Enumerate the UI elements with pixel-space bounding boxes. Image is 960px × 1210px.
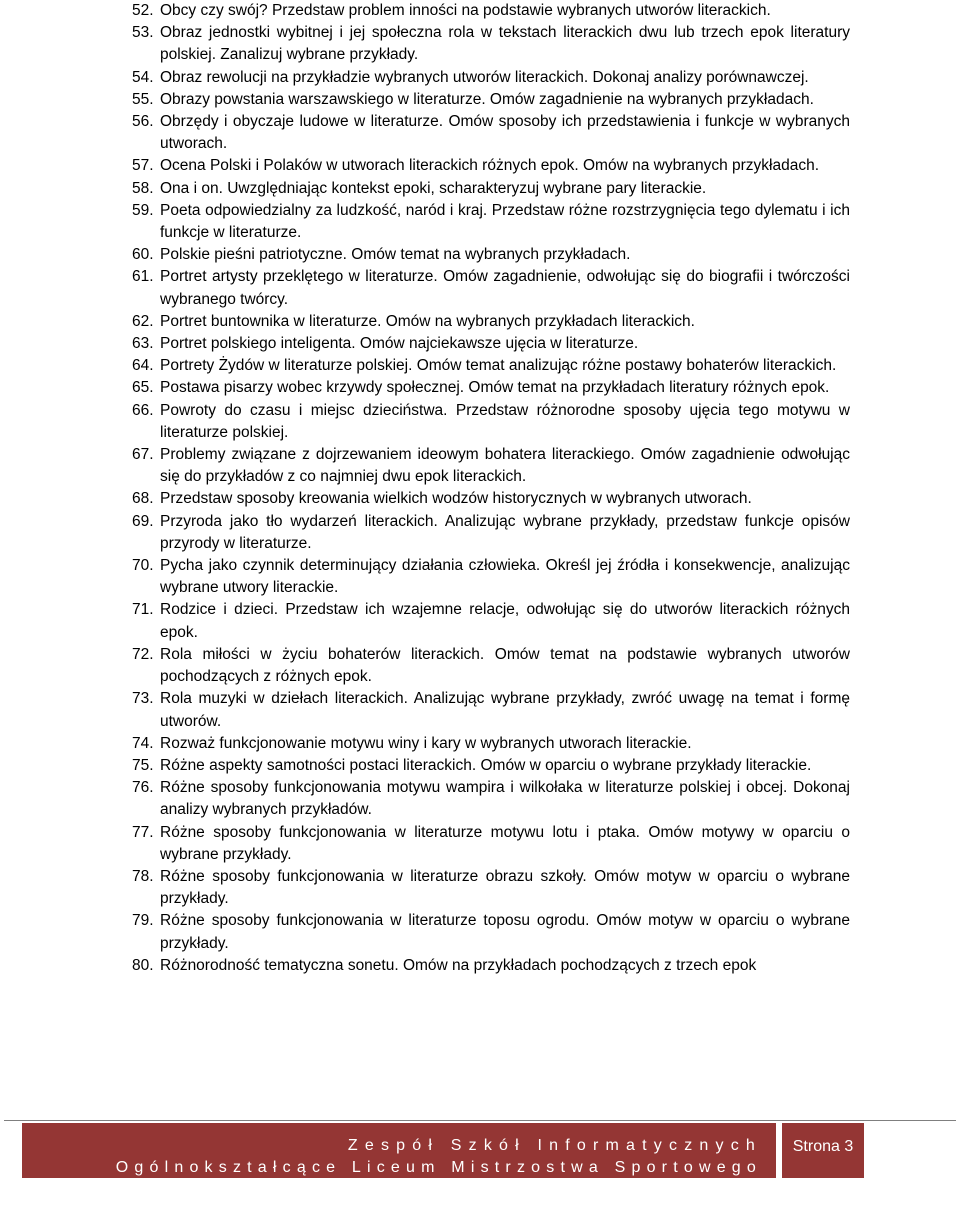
footer-school-banner: [22, 1123, 776, 1178]
topic-number: 62.: [132, 312, 154, 330]
topic-number: 57.: [132, 157, 154, 175]
topic-text: Obraz jednostki wybitnej i jej społeczna rola w tekstach literackich dwu lub trzech epok literatury polskiej. Zanalizuj wybrane przykłady.: [160, 24, 850, 64]
topic-item: [0, 866, 850, 910]
topic-text: Powroty do czasu i miejsc dzieciństwa. Przedstaw różnorodne sposoby ujęcia tego motywu w literaturze polskiej.: [160, 401, 850, 441]
topic-item: [0, 22, 850, 66]
topic-text: Portret polskiego inteligenta. Omów najciekawsze ujęcia w literaturze.: [160, 335, 639, 353]
topic-number: 80.: [132, 956, 154, 974]
topic-text: Różne sposoby funkcjonowania w literaturze toposu ogrodu. Omów motyw w oparciu o wybrane przykłady.: [160, 912, 850, 952]
topic-number: 69.: [132, 512, 154, 530]
topic-item: [0, 644, 850, 688]
topic-number: 68.: [132, 490, 154, 508]
topic-item: [0, 178, 850, 200]
topic-number: 52.: [132, 2, 154, 19]
topic-text: Różne sposoby funkcjonowania w literaturze motywu lotu i ptaka. Omów motywy w oparciu o wybrane przykłady.: [160, 823, 850, 863]
topic-item: [0, 488, 850, 510]
topic-item: [0, 89, 850, 111]
topic-text: Przedstaw sposoby kreowania wielkich wodzów historycznych w wybranych utworach.: [160, 490, 752, 508]
topic-item: [0, 599, 850, 643]
topic-item: [0, 755, 850, 777]
topic-number: 65.: [132, 379, 154, 397]
topic-number: 79.: [132, 912, 154, 930]
topic-text: Portret artysty przeklętego w literaturze. Omów zagadnienie, odwołując się do biografii i twórczości wybranego twórcy.: [160, 268, 850, 308]
topic-text: Ona i on. Uwzględniając kontekst epoki, scharakteryzuj wybrane pary literackie.: [160, 179, 707, 197]
topic-number: 75.: [132, 756, 154, 774]
topic-text: Pycha jako czynnik determinujący działania człowieka. Określ jej źródła i konsekwencje, analizując wybrane utwory literackie.: [160, 557, 850, 597]
footer-divider: [4, 1120, 956, 1121]
topic-item: [0, 200, 850, 244]
topic-text: Obrzędy i obyczaje ludowe w literaturze. Omów sposoby ich przedstawienia i funkcje w wybranych utworach.: [160, 113, 850, 153]
page-footer: [0, 1120, 960, 1180]
topic-item: [0, 400, 850, 444]
topic-number: 67.: [132, 446, 154, 464]
topic-number: 55.: [132, 90, 154, 108]
topic-text: Rodzice i dzieci. Przedstaw ich wzajemne relacje, odwołując się do utworów literackich różnych epok.: [160, 601, 850, 641]
topic-text: Obraz rewolucji na przykładzie wybranych utworów literackich. Dokonaj analizy porównawczej.: [160, 68, 809, 86]
topic-number: 58.: [132, 179, 154, 197]
topic-number: 53.: [132, 24, 154, 42]
topic-item: [0, 910, 850, 954]
topic-number: 60.: [132, 246, 154, 264]
topic-number: 63.: [132, 335, 154, 353]
topic-item: [0, 377, 850, 399]
topic-item: [0, 511, 850, 555]
topic-item: [0, 777, 850, 821]
topic-item: [0, 244, 850, 266]
topic-item: [0, 733, 850, 755]
topic-text: Różne sposoby funkcjonowania motywu wampira i wilkołaka w literaturze polskiej i obcej. Dokonaj analizy wybranych przykładów.: [160, 779, 850, 819]
topic-text: Rola muzyki w dziełach literackich. Analizując wybrane przykłady, zwróć uwagę na temat i formę utworów.: [160, 690, 850, 730]
topic-text: Portret buntownika w literaturze. Omów na wybranych przykładach literackich.: [160, 312, 695, 330]
topic-text: Poeta odpowiedzialny za ludzkość, naród i kraj. Przedstaw różne rozstrzygnięcia tego dylematu i ich funkcje w literaturze.: [160, 201, 850, 242]
topic-number: 59.: [132, 201, 154, 219]
topic-item: [0, 155, 850, 177]
topic-item: [0, 111, 850, 155]
topic-item: [0, 688, 850, 732]
topic-text: Postawa pisarzy wobec krzywdy społecznej. Omów temat na przykładach literatury różnych epok.: [160, 379, 830, 397]
topic-item: [0, 955, 850, 977]
topic-text: Różne aspekty samotności postaci literackich. Omów w oparciu o wybrane przykłady literackie.: [160, 756, 812, 774]
page-number: Strona 3: [792, 1138, 854, 1155]
topic-number: 77.: [132, 823, 154, 841]
topic-text: Portrety Żydów w literaturze polskiej. Omów temat analizując różne postawy bohaterów literackich.: [160, 357, 837, 375]
topic-item: [0, 555, 850, 599]
topic-item: [0, 444, 850, 488]
topic-item: [0, 0, 850, 22]
topic-item: [0, 355, 850, 377]
topic-text: Rola miłości w życiu bohaterów literackich. Omów temat na podstawie wybranych utworów pochodzących z różnych epok.: [160, 645, 850, 686]
topic-number: 78.: [132, 867, 154, 885]
topic-text: Polskie pieśni patriotyczne. Omów temat na wybranych przykładach.: [160, 246, 631, 264]
topic-text: Ocena Polski i Polaków w utworach literackich różnych epok. Omów na wybranych przykładach.: [160, 157, 820, 175]
topic-number: 76.: [132, 779, 154, 797]
topic-item: [0, 311, 850, 333]
topic-number: 71.: [132, 601, 154, 619]
topic-number: 74.: [132, 734, 154, 752]
topic-text: Problemy związane z dojrzewaniem ideowym bohatera literackiego. Omów zagadnienie odwołując się do przykładów z co najmniej dwu epok literackich.: [160, 446, 850, 486]
topic-item: [0, 67, 850, 89]
topic-text: Obcy czy swój? Przedstaw problem inności na podstawie wybranych utworów literackich.: [160, 2, 771, 19]
topic-number: 72.: [132, 645, 154, 663]
topic-text: Różne sposoby funkcjonowania w literaturze obrazu szkoły. Omów motyw w oparciu o wybrane przykłady.: [160, 867, 850, 908]
footer-school-name: Zespół Szkół Informatycznych: [347, 1137, 762, 1154]
topic-text: Różnorodność tematyczna sonetu. Omów na przykładach pochodzących z trzech epok: [160, 956, 757, 974]
topic-text: Przyroda jako tło wydarzeń literackich. Analizując wybrane przykłady, przedstaw funkcje opisów przyrody w literaturze.: [160, 512, 850, 552]
topic-number: 61.: [132, 268, 154, 286]
footer-page-box: [782, 1123, 864, 1178]
topic-number: 70.: [132, 557, 154, 575]
topic-item: [0, 266, 850, 310]
footer-school-subtitle: Ogólnokształcące Liceum Mistrzostwa Sportowego: [115, 1159, 762, 1176]
topic-number: 73.: [132, 690, 154, 708]
topic-number: 54.: [132, 68, 154, 86]
topic-number: 56.: [132, 113, 154, 131]
topic-item: [0, 822, 850, 866]
topic-number: 66.: [132, 401, 154, 419]
topic-item: [0, 333, 850, 355]
topic-text: Obrazy powstania warszawskiego w literaturze. Omów zagadnienie na wybranych przykładach.: [160, 90, 814, 108]
topic-number: 64.: [132, 357, 154, 375]
topic-text: Rozważ funkcjonowanie motywu winy i kary w wybranych utworach literackie.: [160, 734, 692, 752]
